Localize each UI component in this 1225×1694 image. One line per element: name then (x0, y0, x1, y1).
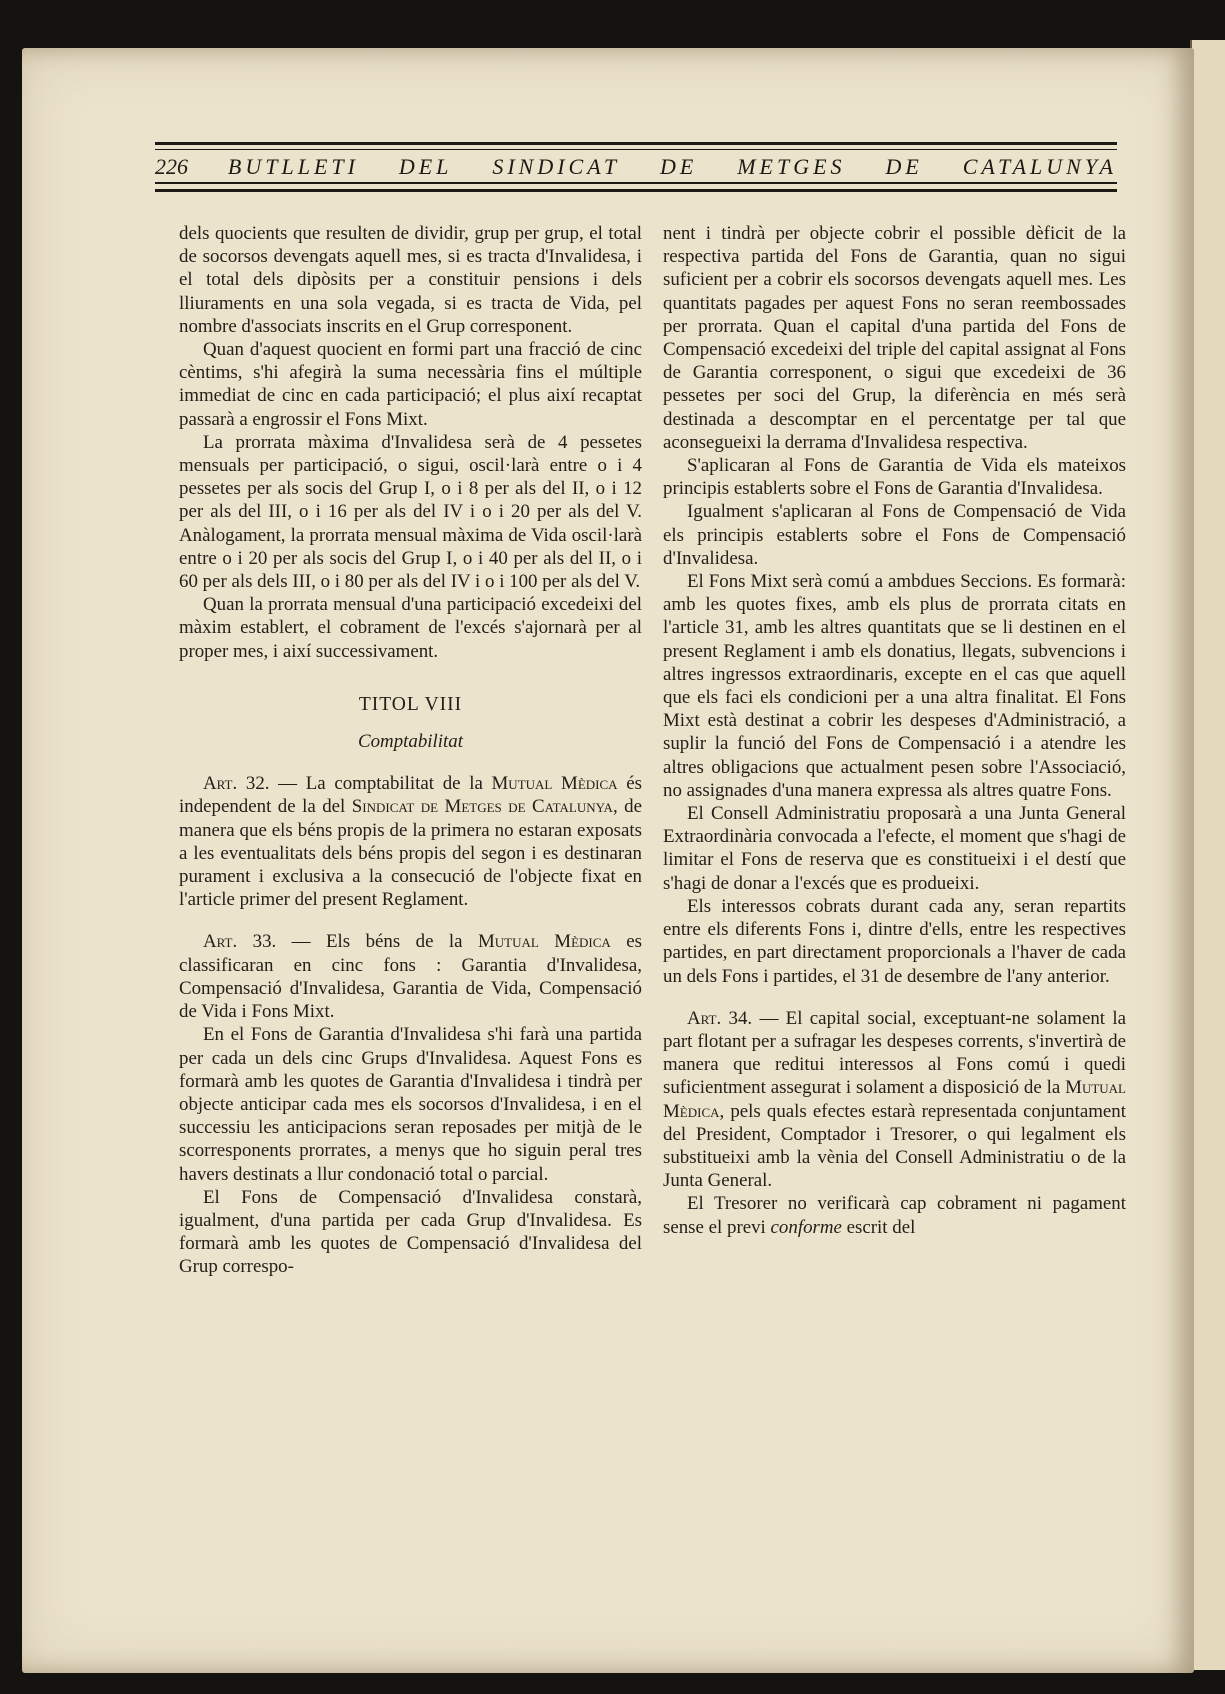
header-word: CATALUNYA (962, 154, 1117, 179)
header-word: DE (885, 154, 923, 179)
paragraph-text: escrit del (841, 1216, 916, 1238)
paragraph: S'aplicaran al Fons de Garantia de Vida els mateixos principis establerts sobre el Fons de Garantia d'Invalidesa. (663, 455, 1126, 500)
article-label: Art. 34. — (687, 1007, 779, 1029)
adjacent-page-edge (1190, 40, 1225, 1670)
emphasis: conforme (770, 1216, 842, 1238)
header-word: SINDICAT (492, 154, 621, 179)
organization-name: Mutual Mèdica (491, 773, 618, 795)
article-text: , de manera que els béns propis de la primera no estaran exposats a les eventualitats dels béns propis del segon i es destinaran purament i exclusiva a la consecució de l'objecte fixat en l'article primer del present Reglament. (179, 796, 642, 911)
header-word: DE (659, 154, 698, 179)
article-34 (663, 1007, 1126, 1193)
article-text: Els béns de la (310, 931, 478, 953)
running-header (155, 154, 1117, 180)
article-label: Art. 33. — (203, 931, 311, 953)
organization-name: Mutual Mèdica (663, 1077, 1126, 1122)
article-text: El capital social, exceptuant-ne solament la part flotant per a sufragar les despeses corrents, s'invertirà de manera que reditui interessos al Fons comú i quedi suficientment assegurat i solament a disposició de la (663, 1007, 1126, 1099)
paragraph: El Consell Administratiu proposarà a una Junta General Extraordinària convocada a l'efecte, el moment que s'hagi de limitar el Fons de reserva que es constitueixi i el destí que s'hagi de donar a l'excés que es produeixi. (663, 803, 1126, 894)
organization-name: Sindicat de Metges de Catalunya (351, 796, 613, 818)
paragraph: En el Fons de Garantia d'Invalidesa s'hi farà una partida per cada un dels cinc Grups d'Invalidesa. Aquest Fons es formarà amb les quotes de Garantia d'Invalidesa i tindrà per objecte anticipar cada mes els socorsos d'Invalidesa, i en el successiu les anticipacions seran reposades per mitjà de le scorresponents prorrates, a menys que ho siguin peral tres havers destinats a llur condonació total o parcial. (179, 1024, 642, 1185)
header-word: METGES (737, 154, 846, 179)
header-rule-bottom (155, 189, 1117, 192)
article-text: La comptabilitat de la (297, 773, 492, 795)
paragraph: dels quocients que resulten de dividir, grup per grup, el total de socorsos devengats aquell mes, si es tracta d'Invalidesa, i el total dels dipòsits per a constituir pensions i dels lliuraments en una sola vegada, si es tracta de Vida, pel nombre d'associats inscrits en el Grup corresponent. (179, 223, 642, 337)
header-rule-bottom-thin (155, 182, 1117, 184)
right-column (663, 222, 1126, 1239)
paragraph: El Fons Mixt serà comú a ambdues Seccions. Es formarà: amb les quotes fixes, amb els plus de prorrata citats en l'article 31, amb les altres quantitats que se li destinen en el present Reglament i amb els donatius, llegats, subvencions i altres ingressos extraordinaris, excepte en el cas que aquell que els faci els condicioni per a una altra finalitat. El Fons Mixt està destinat a cobrir les despeses d'Administració, a suplir la funció del Fons de Compensació i a atendre les altres obligacions que actualment pesen sobre l'Associació, no assignades d'una manera expressa als altres quatre Fons. (663, 571, 1126, 801)
left-column (179, 222, 642, 1279)
article-33 (179, 930, 642, 1023)
article-label: Art. 32. — (203, 773, 298, 795)
paragraph: Igualment s'aplicaran al Fons de Compensació de Vida els principis establerts sobre el Fons de Compensació d'Invalidesa. (663, 501, 1126, 569)
paragraph: Quan d'aquest quocient en formi part una fracció de cinc cèntims, s'hi afegirà la suma necessària fins el múltiple immediat de cinc en cada participació; el plus així recaptat passarà a engrossir el Fons Mixt. (179, 339, 642, 430)
organization-name: Mutual Mèdica (478, 931, 611, 953)
paragraph-text: El Tresorer no verificarà cap cobrament ni pagament sense el previ (663, 1193, 1126, 1238)
section-subtitle: Comptabilitat (358, 731, 463, 753)
paragraph (663, 1192, 1126, 1238)
paragraph: La prorrata màxima d'Invalidesa serà de 4 pessetes mensuals per participació, o sigui, oscil·larà entre o i 4 pessetes per als socis del Grup I, o i 8 per als del II, o i 12 per als del III, o i 16 per als del IV i o i 20 per als del V. Anàlogament, la prorrata mensual màxima de Vida oscil·larà entre o i 20 per als socis del Grup I, o i 40 per als del II, o i 60 per als dels III, o i 80 per als del IV i o i 100 per als del V. (179, 431, 642, 593)
header-rule-top-thin (155, 149, 1117, 150)
paragraph: El Fons de Compensació d'Invalidesa constarà, igualment, d'una partida per cada Grup d'Invalidesa. Es formarà amb les quotes de Compensació d'Invalidesa del Grup correspo- (179, 1186, 642, 1278)
paragraph: Els interessos cobrats durant cada any, seran repartits entre els diferents Fons i, dintre d'ells, entre les respectives partides, en part directament proporcionals a l'haver de cada un dels Fons i partides, el 31 de desembre de l'any anterior. (663, 895, 1126, 987)
page-number: 226 (155, 154, 188, 179)
paragraph: nent i tindrà per objecte cobrir el possible dèficit de la respectiva partida del Fons de Garantia, quan no sigui suficient per a cobrir els socorsos devengats aquell mes. Les quantitats pagades per aquest Fons no seran reembossades per prorrata. Quan el capital d'una partida del Fons de Compensació excedeixi del triple del capital assignat al Fons de Garantia corresponent, o sigui que excedeixi de 36 pessetes per soci del Grup, la diferència en més serà destinada a descomptar en el percentatge per tal que aconsegueixi la derrama d'Invalidesa respectiva. (663, 223, 1126, 453)
paragraph: Quan la prorrata mensual d'una participació excedeixi del màxim establert, el cobrament de l'excés s'ajornarà per al proper mes, i així successivament. (179, 594, 642, 662)
header-rule-top (155, 142, 1117, 145)
article-text: es classificaran en cinc fons : Garantia d'Invalidesa, Compensació d'Invalidesa, Garantia de Vida, Compensació de Vida i Fons Mixt. (179, 931, 642, 1023)
article-text: és independent de la del (179, 773, 642, 818)
header-word: DEL (398, 154, 453, 179)
article-32 (179, 772, 642, 911)
section-title: TITOL VIII (358, 693, 463, 715)
header-word: BUTLLETI (227, 154, 359, 179)
article-text: , pels quals efectes estarà representada conjuntament del President, Comptador i Tresorer, o qui legalment els substitueixi amb la vènia del Consell Administratiu o de la Junta General. (663, 1100, 1126, 1192)
